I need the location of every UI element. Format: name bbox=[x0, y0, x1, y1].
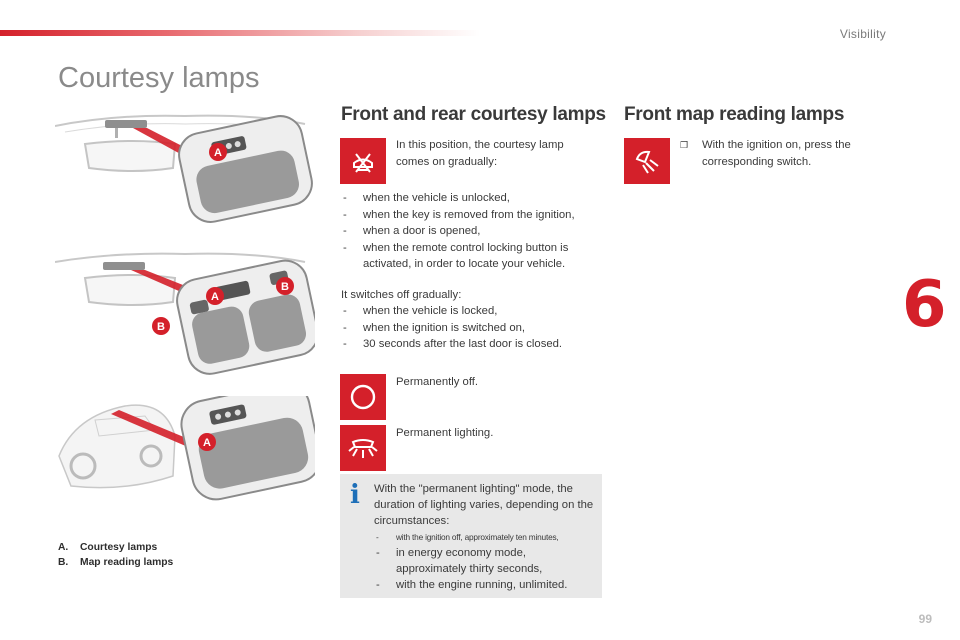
permanent-lighting-text: Permanent lighting. bbox=[396, 427, 494, 439]
list-item: - with the ignition off, approximately ten minutes, bbox=[374, 529, 598, 545]
auto-mode-text: In this position, the courtesy lamp comes on gradually: bbox=[396, 139, 564, 168]
illustration-front-courtesy-lamp bbox=[55, 108, 315, 238]
legend-key-b: B. bbox=[58, 557, 69, 568]
list-item: - when a door is opened, bbox=[341, 223, 603, 240]
section-label: Visibility bbox=[839, 27, 886, 41]
lamp-off-icon bbox=[340, 374, 386, 420]
page-number: 99 bbox=[918, 612, 932, 626]
off-conditions-list bbox=[341, 303, 603, 353]
legend-item-a bbox=[58, 540, 173, 555]
list-item: - when the remote control locking button is activated, in order to locate your vehicle. bbox=[341, 240, 603, 273]
legend-item-b bbox=[58, 555, 173, 570]
on-conditions-list bbox=[341, 190, 603, 273]
page-title: Courtesy lamps bbox=[58, 62, 260, 94]
header-accent-bar bbox=[0, 30, 480, 36]
heading-front-map-reading-lamps: Front map reading lamps bbox=[624, 104, 845, 125]
info-list bbox=[374, 529, 598, 593]
auto-courtesy-lamp-icon bbox=[340, 138, 386, 184]
illustration-map-reading-lamps bbox=[55, 248, 315, 388]
info-icon: i bbox=[350, 480, 360, 510]
list-item: - in energy economy mode, approximately thirty seconds, bbox=[374, 545, 598, 577]
list-item: - when the ignition is switched on, bbox=[341, 320, 603, 337]
callout-b: B bbox=[157, 321, 165, 333]
info-body bbox=[374, 481, 598, 593]
illustration-rear-courtesy-lamp bbox=[55, 396, 315, 526]
heading-front-rear-courtesy-lamps: Front and rear courtesy lamps bbox=[341, 104, 606, 125]
off-intro-text: It switches off gradually: bbox=[341, 289, 462, 301]
callout-a: A bbox=[211, 291, 219, 303]
chapter-number: 6 bbox=[902, 268, 947, 342]
list-item: - 30 seconds after the last door is closed. bbox=[341, 336, 603, 353]
legend-label-a: Courtesy lamps bbox=[80, 542, 158, 553]
list-item: - when the vehicle is unlocked, bbox=[341, 190, 603, 207]
legend-key-a: A. bbox=[58, 542, 69, 553]
callout-a: A bbox=[203, 437, 211, 449]
list-item: - when the key is removed from the ignition, bbox=[341, 207, 603, 224]
list-item: - when the vehicle is locked, bbox=[341, 303, 603, 320]
info-box bbox=[340, 474, 602, 598]
checkbox-bullet-icon: ❒ bbox=[680, 140, 689, 150]
map-lamp-text: With the ignition on, press the corresponding switch. bbox=[702, 139, 851, 168]
list-item: - with the engine running, unlimited. bbox=[374, 577, 598, 593]
map-reading-lamp-icon bbox=[624, 138, 670, 184]
callout-b: B bbox=[281, 281, 289, 293]
info-text: With the "permanent lighting" mode, the duration of lighting varies, depending on the circumstances: bbox=[374, 483, 594, 527]
map-lamp-instruction bbox=[680, 137, 880, 170]
permanently-off-text: Permanently off. bbox=[396, 376, 479, 388]
legend bbox=[58, 540, 173, 570]
legend-label-b: Map reading lamps bbox=[80, 557, 174, 568]
callout-a: A bbox=[214, 147, 222, 159]
permanent-lighting-icon bbox=[340, 425, 386, 471]
